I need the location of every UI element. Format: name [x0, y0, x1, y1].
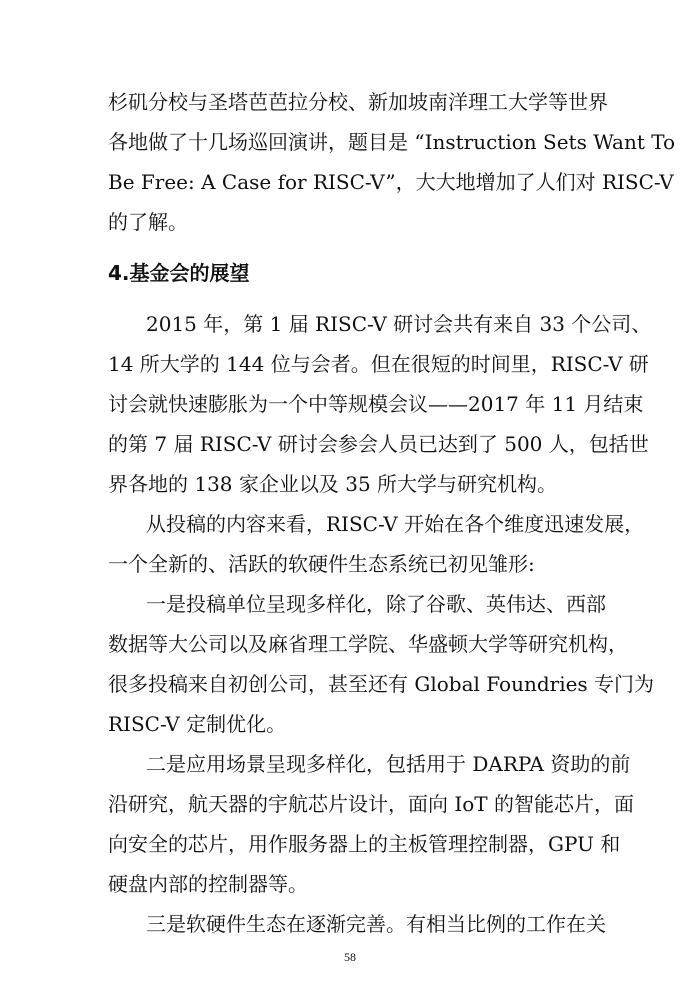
text-line: 14 所大学的 144 位与会者。但在很短的时间里，RISC-V 研: [108, 352, 649, 376]
text-line: 杉矶分校与圣塔芭芭拉分校、新加坡南洋理工大学等世界: [108, 90, 608, 114]
text-line: 沿研究，航天器的宇航芯片设计，面向 IoT 的智能芯片，面: [108, 792, 634, 816]
text-line: 向安全的芯片，用作服务器上的主板管理控制器，GPU 和: [108, 832, 621, 856]
text-line: 2015 年，第 1 届 RISC-V 研讨会共有来自 33 个公司、: [146, 312, 652, 336]
text-line: 的第 7 届 RISC-V 研讨会参会人员已达到了 500 人，包括世: [108, 432, 649, 456]
text-line: 很多投稿来自初创公司，甚至还有 Global Foundries 专门为: [108, 672, 655, 696]
text-line: Be Free: A Case for RISC-V”，大大地增加了人们对 RISC-V: [108, 170, 674, 194]
text-line: 的了解。: [108, 210, 188, 234]
section-heading: 4.基金会的展望: [108, 261, 250, 285]
page-number: 58: [344, 950, 356, 964]
text-line: RISC-V 定制优化。: [108, 712, 287, 736]
text-line: 讨会就快速膨胀为一个中等规模会议——2017 年 11 月结束: [108, 392, 644, 416]
text-line: 一个全新的、活跃的软硬件生态系统已初见雏形:: [108, 552, 535, 576]
text-line: 二是应用场景呈现多样化，包括用于 DARPA 资助的前: [146, 752, 631, 776]
text-line: 各地做了十几场巡回演讲，题目是 “Instruction Sets Want To: [108, 130, 676, 154]
text-line: 一是投稿单位呈现多样化，除了谷歌、英伟达、西部: [146, 592, 606, 616]
text-line: 从投稿的内容来看，RISC-V 开始在各个维度迅速发展，: [146, 512, 645, 536]
text-line: 界各地的 138 家企业以及 35 所大学与研究机构。: [108, 472, 558, 496]
text-line: 数据等大公司以及麻省理工学院、华盛顿大学等研究机构，: [108, 632, 628, 656]
text-line: 硬盘内部的控制器等。: [108, 872, 308, 896]
text-line: 三是软硬件生态在逐渐完善。有相当比例的工作在关: [146, 912, 606, 936]
